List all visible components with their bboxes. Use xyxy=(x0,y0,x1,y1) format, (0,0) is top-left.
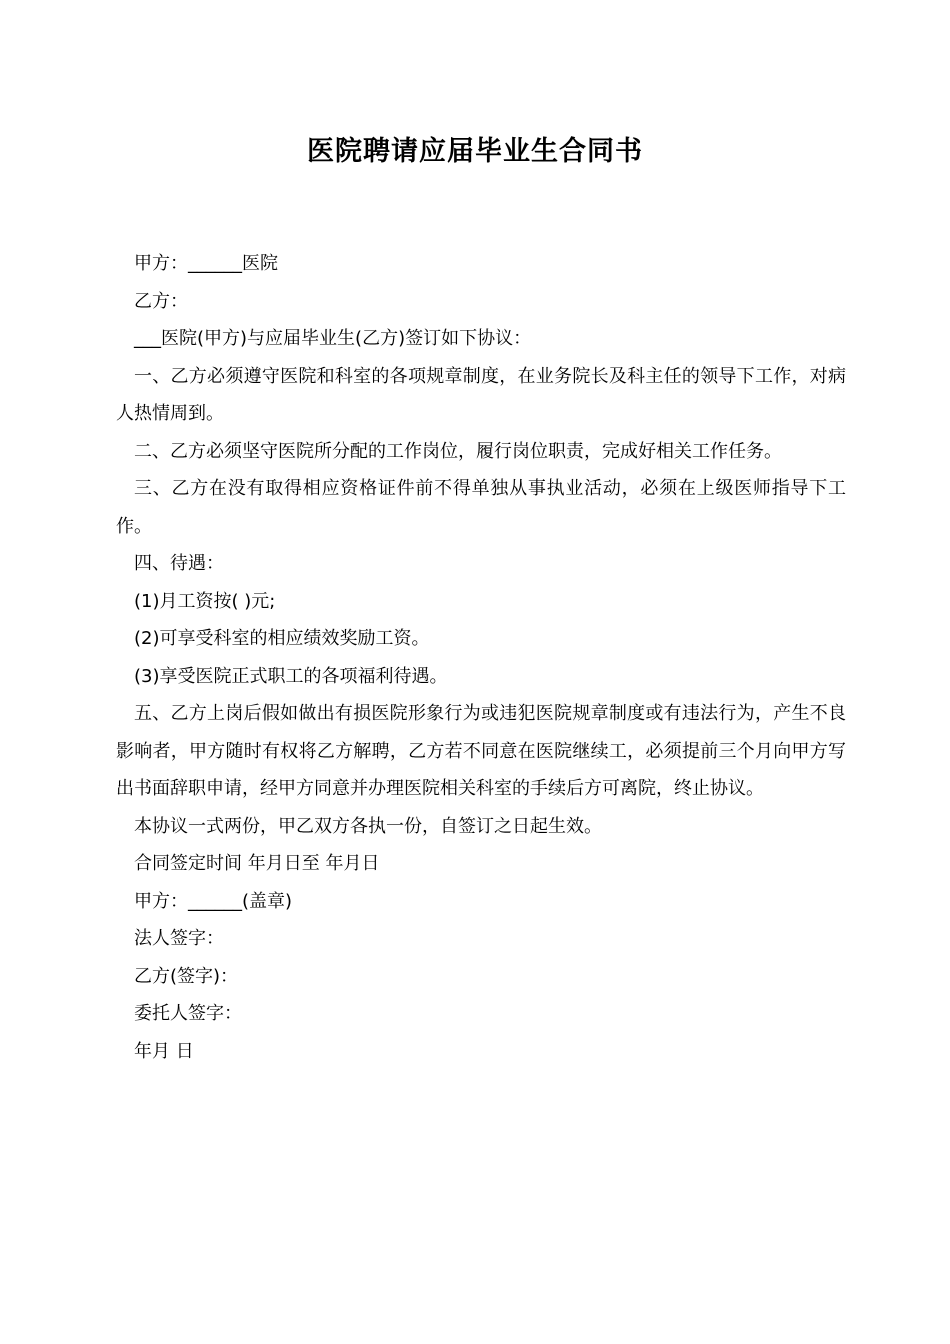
contract-period: 合同签定时间 年月日至 年月日 xyxy=(134,853,380,874)
party-a-seal-line: 甲方：______(盖章) xyxy=(134,890,293,912)
document-title: 医院聘请应届毕业生合同书 xyxy=(307,136,643,167)
document-body xyxy=(116,245,846,1070)
clause-3: 三、乙方在没有取得相应资格证件前不得单独从事执业活动，必须在上级医师指导下工作。 xyxy=(116,478,846,537)
clause-4-item-3: (3)享受医院正式职工的各项福利待遇。 xyxy=(134,665,448,687)
copies-clause: 本协议一式两份，甲乙双方各执一份，自签订之日起生效。 xyxy=(134,815,602,837)
clause-5: 五、乙方上岗后假如做出有损医院形象行为或违犯医院规章制度或有违法行为，产生不良影响者，甲方随时有权将乙方解聘，乙方若不同意在医院继续工，必须提前三个月向甲方写出书面辞职申请，经甲方同意并办理医院相关科室的手续后方可离院，终止协议。 xyxy=(116,703,846,799)
legal-rep-signature-line: 法人签字： xyxy=(134,928,224,949)
date-line: 年月 日 xyxy=(134,1040,194,1062)
party-b-line: 乙方： xyxy=(134,290,188,312)
party-b-signature-line: 乙方(签字)： xyxy=(134,965,239,987)
clause-2: 二、乙方必须坚守医院所分配的工作岗位，履行岗位职责，完成好相关工作任务。 xyxy=(134,440,782,462)
clause-4-heading: 四、待遇： xyxy=(134,553,224,574)
agreement-intro: ___医院(甲方)与应届毕业生(乙方)签订如下协议： xyxy=(134,328,532,349)
clause-4-item-2: (2)可享受科室的相应绩效奖励工资。 xyxy=(134,628,430,649)
agent-signature-line: 委托人签字： xyxy=(134,1003,242,1024)
clause-4-item-1: (1)月工资按( )元; xyxy=(134,590,276,612)
party-a-line: 甲方：______医院 xyxy=(134,253,278,274)
clause-1: 一、乙方必须遵守医院和科室的各项规章制度，在业务院长及科主任的领导下工作，对病人热情周到。 xyxy=(116,365,846,424)
